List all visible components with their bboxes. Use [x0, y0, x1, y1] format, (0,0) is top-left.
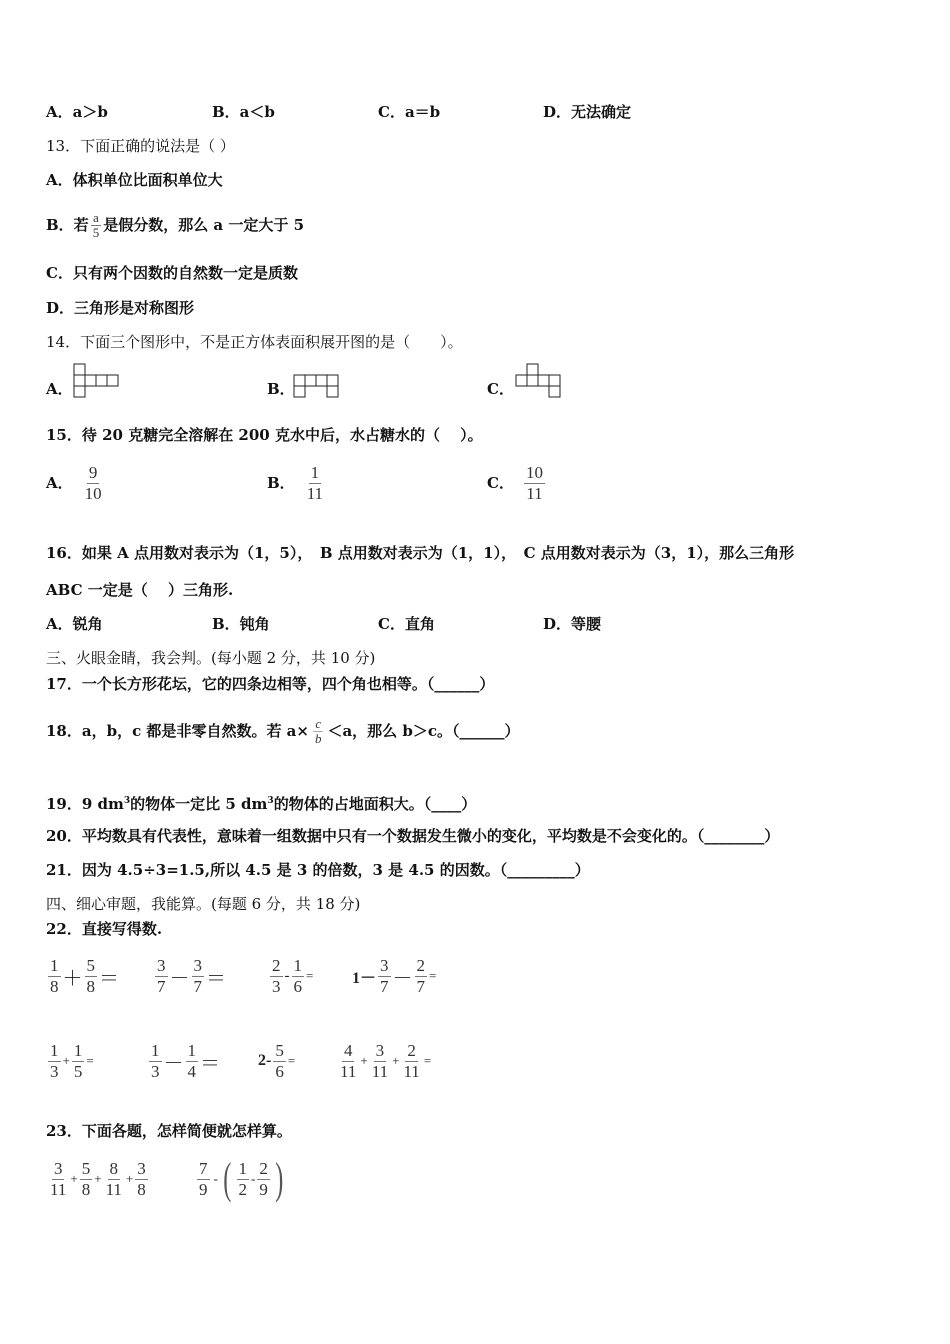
q23e1-f4: [135, 1159, 148, 1200]
op-equals: =: [86, 1053, 94, 1068]
q12-option-c: C．a＝b: [378, 103, 441, 121]
q22-r1-expr1: [46, 952, 119, 1000]
q14-stem: [46, 332, 463, 352]
frac-num: 3: [193, 955, 202, 975]
q22-r1e4-f1: [378, 956, 391, 997]
op-plus: +: [360, 1053, 368, 1068]
op-minus: -: [284, 967, 290, 984]
q22-r2e4-f1: [338, 1041, 358, 1082]
op-equals: =: [429, 968, 437, 983]
q16-option-c: C．直角: [378, 615, 435, 633]
frac-den: 3: [272, 976, 281, 996]
q19-p1: 19．9 dm: [46, 795, 124, 813]
frac-den: 8: [137, 1179, 146, 1199]
frac-den: 11: [403, 1061, 420, 1081]
q23e1-f1: [48, 1159, 68, 1200]
q22-r1e1-f1: [48, 956, 61, 997]
q14-label-c: C．: [487, 380, 514, 398]
op-minus: －: [169, 967, 190, 990]
q22-r1e1-f2: [85, 956, 98, 997]
q15-a-den: 10: [84, 483, 102, 503]
q22-r2e2-f2: [186, 1041, 199, 1082]
q16-option-d: D．等腰: [543, 615, 602, 633]
q22-r2e1-f2: [72, 1041, 85, 1082]
frac-num: 3: [380, 955, 389, 975]
q15-c-num: 10: [525, 462, 543, 482]
q18-num: c: [315, 715, 322, 731]
q18-suffix: ＜a，那么 b＞c。（______）: [327, 722, 520, 740]
frac-den: 6: [293, 976, 302, 996]
q22-r2e1-f1: [48, 1041, 61, 1082]
section4-heading: 四、细心审题，我能算。(每题 6 分，共 18 分): [46, 895, 361, 913]
q22-r2e4-f2: [370, 1041, 390, 1082]
q16-option-b: B．钝角: [212, 615, 270, 633]
q19-sup2: 3: [267, 796, 274, 806]
q22-r2e4-f3: [401, 1041, 421, 1082]
q16-line1: 16．如果 A 点用数对表示为（1，5）， B 点用数对表示为（1，1）， C 点用数对表示为（3，1），那么三角形: [46, 544, 795, 562]
q23e1-f3: [104, 1159, 124, 1200]
op-plus: +: [94, 1171, 102, 1186]
q15-option-b: [267, 458, 327, 508]
frac-den: 2: [238, 1179, 247, 1199]
frac-num: 1: [151, 1040, 160, 1060]
frac-num: 2: [259, 1158, 268, 1178]
frac-den: 7: [193, 976, 202, 996]
op-plus: +: [392, 1053, 400, 1068]
frac-num: 5: [275, 1040, 284, 1060]
frac-num: 1: [293, 955, 302, 975]
q22-r1e2-f2: [192, 956, 205, 997]
op-minus: －: [163, 1052, 184, 1075]
q22-r2-expr3: [258, 1037, 295, 1085]
q15-b-label: B．: [267, 474, 295, 492]
frac-num: 5: [81, 1158, 91, 1178]
frac-num: 5: [86, 955, 95, 975]
q15-b-fraction: [305, 463, 325, 504]
section3-heading: 三、火眼金睛，我会判。(每小题 2 分，共 10 分): [46, 649, 376, 667]
q18-den: b: [314, 730, 322, 746]
op-equals: ＝: [200, 1052, 220, 1075]
q13-b-fraction: [91, 211, 102, 240]
q16-option-a: A．锐角: [46, 615, 103, 633]
frac-den: 8: [86, 976, 95, 996]
frac-den: 9: [199, 1179, 208, 1199]
q22-r2e2-f1: [149, 1041, 162, 1082]
q13-stem: [46, 136, 235, 156]
q12-option-a: A．a＞b: [46, 103, 108, 121]
frac-den: 8: [50, 976, 59, 996]
q14-label-b: B．: [267, 380, 295, 398]
op-equals: =: [287, 1053, 296, 1068]
q19-p3: 的物体的占地面积大。（____）: [273, 795, 477, 813]
q15-a-num: 9: [88, 462, 98, 482]
q23-expr2: [195, 1155, 287, 1203]
frac-num: 8: [109, 1158, 118, 1178]
q22-r1-expr4: [352, 952, 436, 1000]
q14-net-a: [73, 363, 123, 399]
frac-den: 7: [157, 976, 166, 996]
frac-den: 11: [371, 1061, 389, 1081]
op-equals: ＝: [99, 967, 119, 990]
q23e2-f2: [237, 1159, 250, 1200]
frac-num: 2: [272, 955, 281, 975]
q13-option-d: D．三角形是对称图形: [46, 299, 195, 317]
q13-option-a: A．体积单位比面积单位大: [46, 171, 223, 189]
q22-r2-expr1: [46, 1037, 94, 1085]
frac-num: 2: [416, 955, 426, 975]
q18: [46, 708, 520, 754]
q15-b-den: 11: [306, 483, 324, 503]
q15-c-label: C．: [487, 474, 514, 492]
frac-den: 11: [340, 1061, 357, 1081]
q23e2-f3: [257, 1159, 270, 1200]
q22-r2e3-f1: [273, 1041, 286, 1082]
q13-b-prefix: B．若: [46, 216, 89, 234]
q15-b-num: 1: [310, 462, 320, 482]
frac-num: 1: [50, 955, 59, 975]
op-plus: ＋: [62, 967, 83, 990]
frac-num: 1: [50, 1040, 59, 1060]
right-paren: ): [275, 1154, 284, 1203]
frac-num: 3: [137, 1158, 146, 1178]
op-plus: +: [70, 1171, 78, 1186]
lead-term: 2-: [258, 1052, 272, 1069]
op-equals: =: [306, 968, 314, 983]
frac-den: 4: [187, 1061, 196, 1081]
q23-stem: 23．下面各题，怎样简便就怎样算。: [46, 1122, 292, 1140]
q14-net-c: [515, 363, 567, 399]
frac-num: 3: [157, 955, 166, 975]
q17: 17．一个长方形花坛，它的四条边相等，四个角也相等。（______）: [46, 675, 495, 693]
q16-line2: ABC 一定是（ ）三角形.: [46, 581, 234, 599]
op-plus: +: [125, 1171, 134, 1186]
q15-option-c: [487, 458, 547, 508]
frac-den: 3: [50, 1061, 59, 1081]
q15-c-den: 11: [526, 483, 543, 503]
frac-den: 11: [105, 1179, 122, 1199]
q21: 21．因为 4.5÷3=1.5,所以 4.5 是 3 的倍数，3 是 4.5 的因数。（_________）: [46, 861, 590, 879]
frac-num: 1: [187, 1040, 196, 1060]
q15-a-fraction: [83, 463, 104, 504]
frac-num: 2: [407, 1040, 416, 1060]
q22-r1e3-f2: [292, 956, 305, 997]
frac-den: 11: [50, 1179, 67, 1199]
op-equals: =: [423, 1053, 432, 1068]
q19-p2: 的物体一定比 5 dm: [130, 795, 268, 813]
frac-num: 4: [343, 1040, 353, 1060]
q23e1-f2: [80, 1159, 93, 1200]
op-minus: -: [213, 1171, 218, 1186]
q20: 20．平均数具有代表性，意味着一组数据中只有一个数据发生微小的变化，平均数是不会变化的。（________）: [46, 827, 780, 845]
q13-option-b: [46, 205, 304, 245]
q18-fraction: [313, 717, 324, 746]
q14-net-b: [293, 374, 343, 400]
q15-stem: 15．待 20 克糖完全溶解在 200 克水中后，水占糖水的（ ）。: [46, 426, 483, 444]
q13-option-c: C．只有两个因数的自然数一定是质数: [46, 264, 298, 282]
frac-den: 7: [380, 976, 389, 996]
q22-r1e2-f1: [155, 956, 168, 997]
q23e2-f1: [197, 1159, 210, 1200]
left-paren: (: [223, 1154, 232, 1203]
frac-den: 9: [259, 1179, 268, 1199]
q13-b-suffix: 是假分数，那么 a 一定大于 5: [103, 216, 305, 234]
q13-stem-text: 13．下面正确的说法是（ ）: [46, 137, 235, 155]
q22-r1-expr2: [153, 952, 226, 1000]
frac-den: 7: [416, 976, 426, 996]
frac-num: 1: [238, 1158, 247, 1178]
frac-num: 1: [73, 1040, 83, 1060]
frac-den: 3: [151, 1061, 160, 1081]
frac-num: 7: [199, 1158, 208, 1178]
q23-expr1: [46, 1155, 150, 1203]
q18-prefix: 18．a，b，c 都是非零自然数。若 a×: [46, 722, 309, 740]
q15-c-fraction: [524, 463, 545, 504]
q22-r1e3-f1: [270, 956, 283, 997]
op-minus: －: [392, 967, 413, 990]
q22-r2-expr4: [336, 1037, 431, 1085]
q22-r2-expr2: [147, 1037, 220, 1085]
frac-num: 3: [375, 1040, 385, 1060]
q22-r1e4-f2: [415, 956, 428, 997]
op-equals: ＝: [206, 967, 226, 990]
q13-b-den: 5: [92, 224, 100, 240]
q22-r1-expr3: [268, 952, 313, 1000]
frac-den: 5: [73, 1061, 83, 1081]
q15-option-a: [46, 458, 106, 508]
frac-den: 6: [275, 1061, 284, 1081]
q14-label-a: A．: [46, 380, 73, 398]
q19: [46, 791, 476, 814]
q12-option-d: D．无法确定: [543, 103, 632, 121]
op-minus: -: [251, 1171, 256, 1186]
q19-sup1: 3: [123, 796, 131, 806]
q22-stem: 22．直接写得数.: [46, 920, 163, 938]
q12-option-b: B．a＜b: [212, 103, 275, 121]
q15-a-label: A．: [46, 474, 73, 492]
op-plus: +: [62, 1053, 70, 1068]
q13-b-num: a: [93, 209, 99, 225]
q14-stem-num: 14．下面三个图形中，不是正方体表面积展开图的是（ ）。: [46, 333, 463, 351]
frac-num: 3: [53, 1158, 63, 1178]
lead-term: 1－: [352, 969, 377, 987]
frac-den: 8: [81, 1179, 91, 1199]
